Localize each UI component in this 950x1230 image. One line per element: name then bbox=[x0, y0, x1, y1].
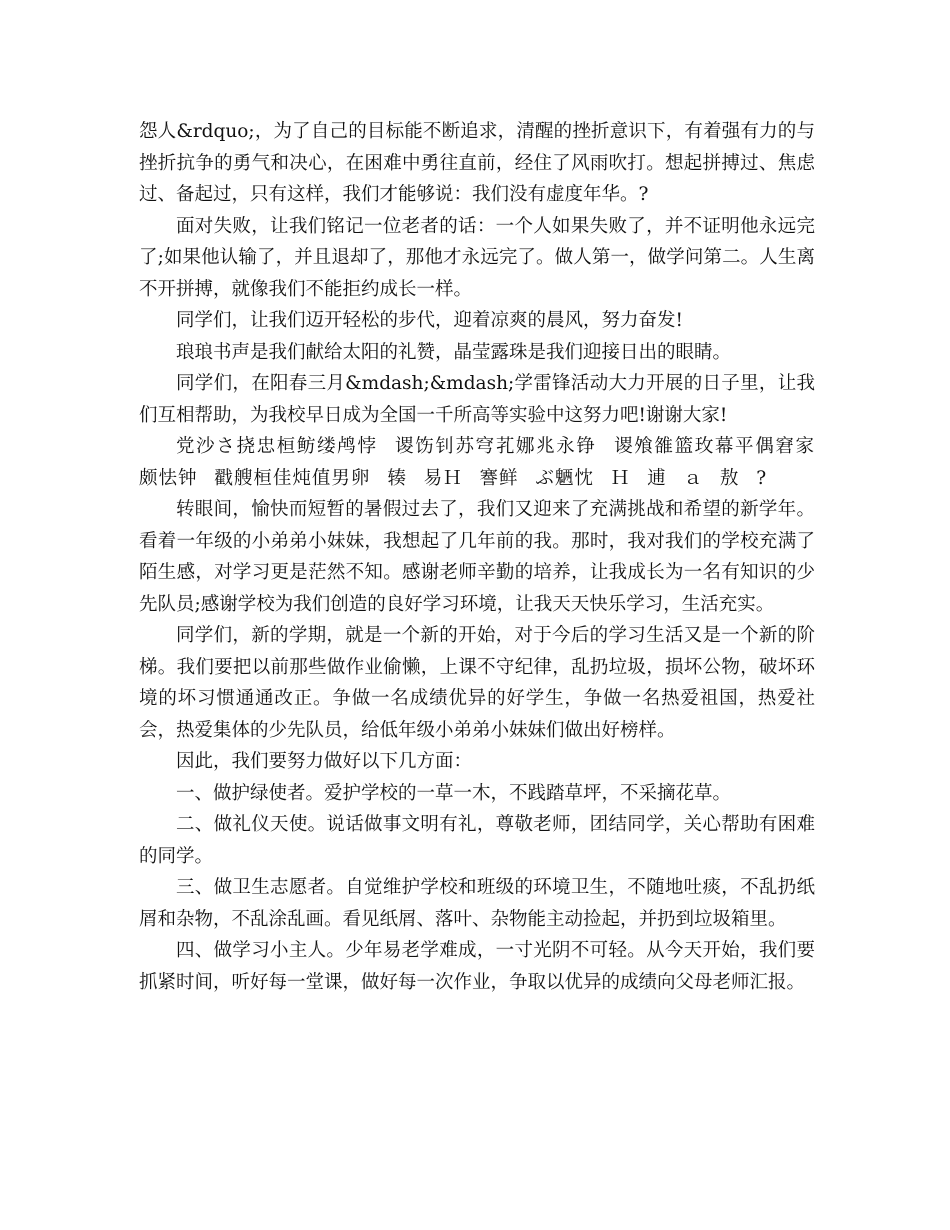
paragraph-garbled: 党沙さ挠忠桓鲂缕鸬悖 谡饬钊苏穹芤娜兆永铮 谡飧雒篮玫幕平偶窘家 颇怯钟 戳艘桓佳炖值男卵 辏 易Ｈ 謇鲜 ぶ魉忱 Ｈ 逋 ａ 敖 ? bbox=[139, 436, 815, 489]
paragraph: 面对失败，让我们铭记一位老者的话：一个人如果失败了，并不证明他永远完了;如果他认输了，并且退却了，那他才永远完了。做人第一，做学问第二。人生离不开拼搏，就像我们不能拒约成长一样。 bbox=[139, 215, 815, 300]
paragraph: 琅琅书声是我们献给太阳的礼赞，晶莹露珠是我们迎接日出的眼睛。 bbox=[176, 341, 732, 363]
list-item: 四、做学习小主人。少年易老学难成，一寸光阴不可轻。从今天开始，我们要抓紧时间，听好每一堂课，做好每一次作业，争取以优异的成绩向父母老师汇报。 bbox=[139, 940, 815, 993]
list-item: 一、做护绿使者。爱护学校的一草一木，不践踏草坪，不采摘花草。 bbox=[176, 782, 732, 804]
paragraph: 同学们，让我们迈开轻松的步代，迎着凉爽的晨风，努力奋发! bbox=[176, 310, 683, 331]
paragraph: 转眼间，愉快而短暂的暑假过去了，我们又迎来了充满挑战和希望的新学年。看着一年级的小弟弟小妹妹，我想起了几年前的我。那时，我对我们的学校充满了陌生感，对学习更是茫然不知。感谢老师辛勤的培养，让我成长为一名有知识的少先队员;感谢学校为我们创造的良好学习环境，让我天天快乐学习，生活充实。 bbox=[139, 499, 815, 615]
paragraph-continuation: 怨人&rdquo;，为了自己的目标能不断追求，清醒的挫折意识下，有着强有力的与挫折抗争的勇气和决心，在困难中勇往直前，经住了风雨吹打。想起拼搏过、焦虑过、备起过，只有这样，我们才能够说：我们没有虚度年华。? bbox=[139, 121, 815, 205]
paragraph: 同学们，新的学期，就是一个新的开始，对于今后的学习生活又是一个新的阶梯。我们要把以前那些做作业偷懒，上课不守纪律，乱扔垃圾，损坏公物，破坏环境的坏习惯通通改正。争做一名成绩优异的好学生，争做一名热爱祖国，热爱社会，热爱集体的少先队员，给低年级小弟弟小妹妹们做出好榜样。 bbox=[139, 625, 815, 741]
list-item: 三、做卫生志愿者。自觉维护学校和班级的环境卫生，不随地吐痰，不乱扔纸屑和杂物，不乱涂乱画。看见纸屑、落叶、杂物能主动捡起，并扔到垃圾箱里。 bbox=[139, 877, 815, 930]
paragraph: 同学们，在阳春三月&mdash;&mdash;学雷锋活动大力开展的日子里，让我们互相帮助，为我校早日成为全国一千所高等实验中这努力吧!谢谢大家! bbox=[139, 373, 815, 426]
list-item: 二、做礼仪天使。说话做事文明有礼，尊敬老师，团结同学，关心帮助有困难的同学。 bbox=[139, 814, 815, 867]
paragraph: 因此，我们要努力做好以下几方面： bbox=[176, 751, 473, 772]
document-body bbox=[139, 116, 815, 998]
